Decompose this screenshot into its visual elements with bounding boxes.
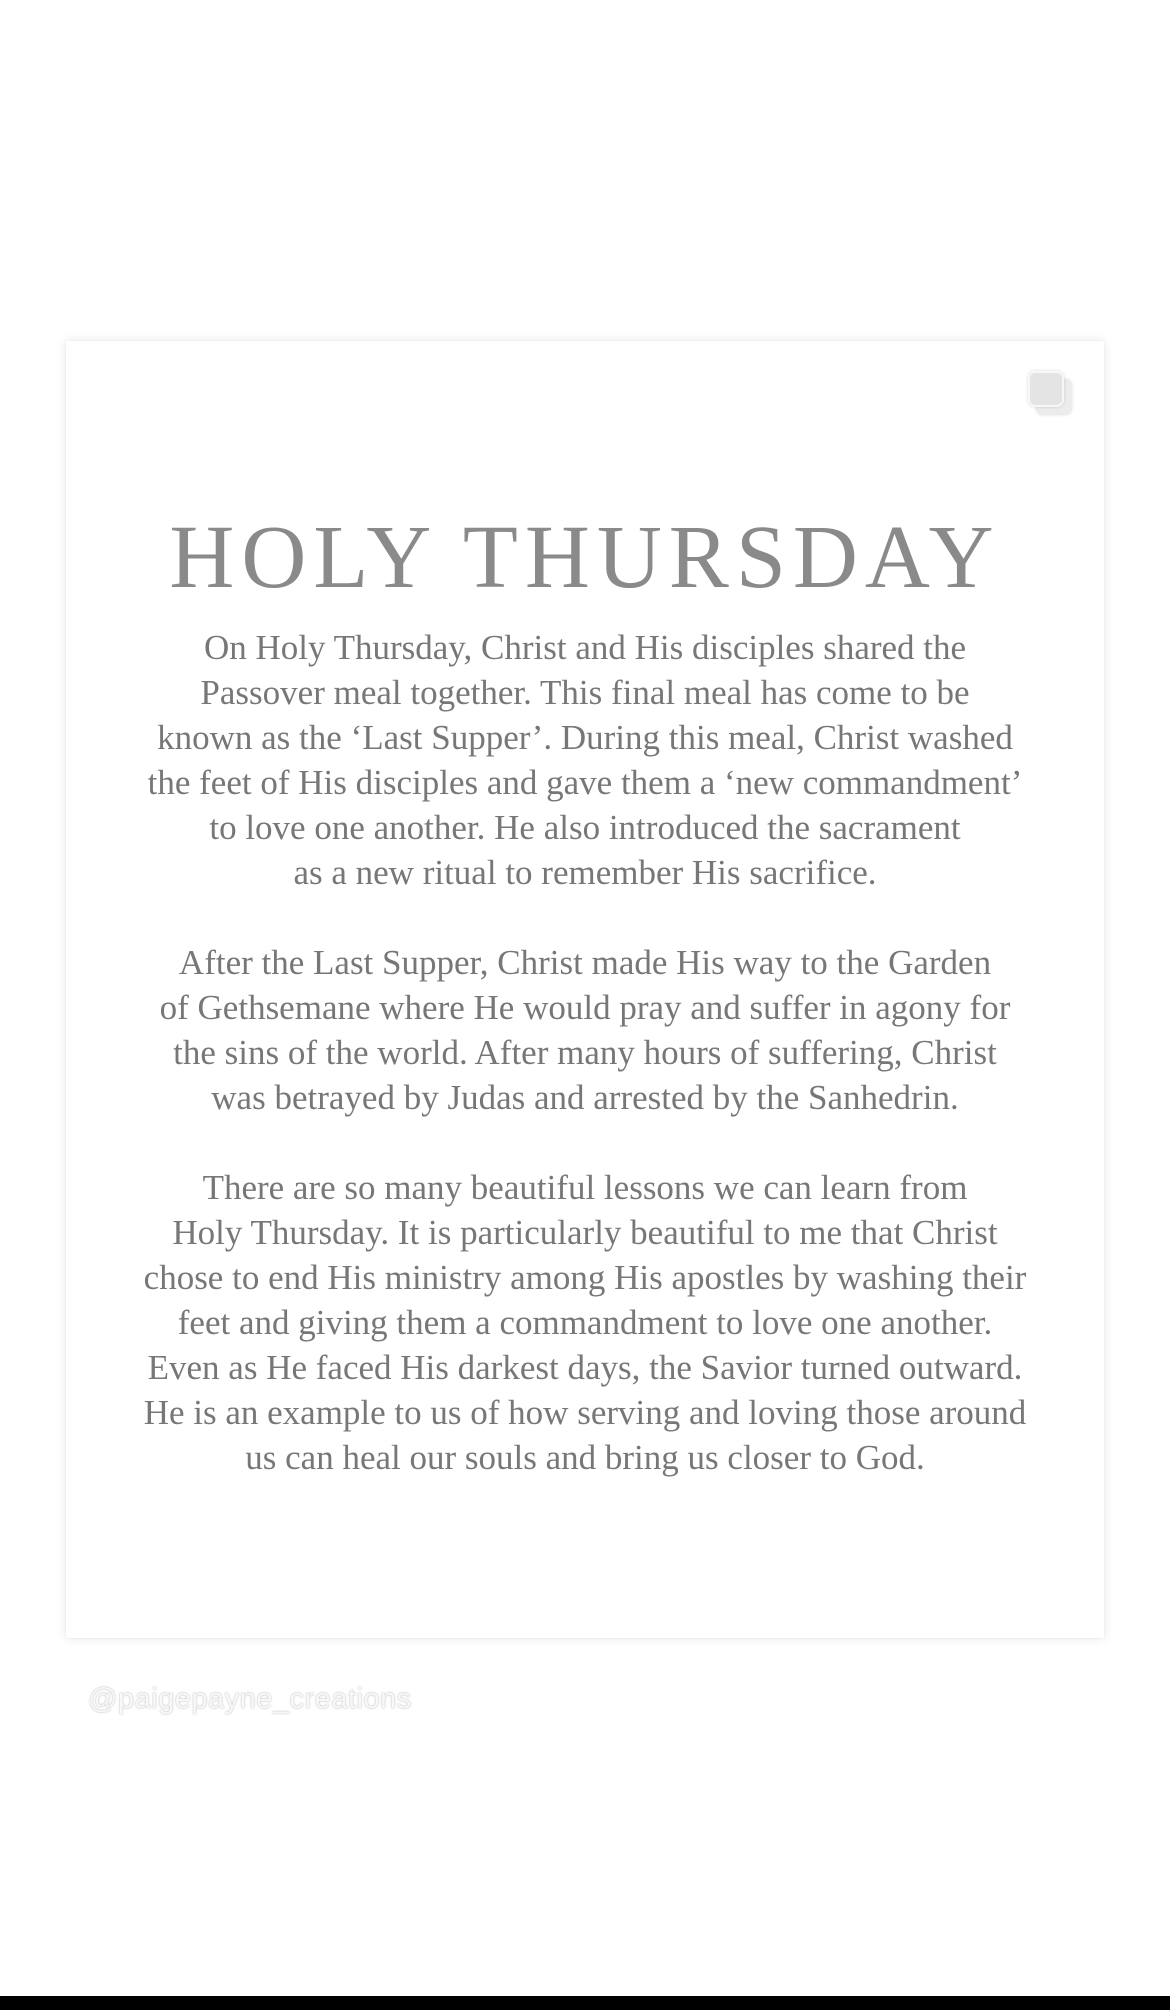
text-line: us can heal our souls and bring us closer to God. (245, 1438, 925, 1477)
multiple-images-icon[interactable] (1028, 371, 1074, 417)
paragraph-1 (96, 625, 1074, 895)
text-line: known as the ‘Last Supper’. During this meal, Christ washed (157, 718, 1013, 757)
text-line: He is an example to us of how serving and loving those around (143, 1393, 1027, 1432)
post-card[interactable] (66, 341, 1104, 1638)
post-title: HOLY THURSDAY (169, 508, 1001, 607)
text-line: Passover meal together. This final meal has come to be (200, 673, 970, 712)
text-line: On Holy Thursday, Christ and His disciples shared the (203, 628, 967, 667)
text-line: feet and giving them a commandment to love one another. (177, 1303, 993, 1342)
text-line: to love one another. He also introduced the sacrament (209, 808, 961, 847)
text-line: as a new ritual to remember His sacrifice. (293, 853, 877, 892)
text-line: was betrayed by Judas and arrested by the Sanhedrin. (211, 1078, 959, 1117)
text-line: the feet of His disciples and gave them a ‘new commandment’ (147, 763, 1023, 802)
text-line: chose to end His ministry among His apostles by washing their (143, 1258, 1027, 1297)
text-line: Even as He faced His darkest days, the Savior turned outward. (147, 1348, 1023, 1387)
text-line: of Gethsemane where He would pray and suffer in agony for (159, 988, 1011, 1027)
text-line: Holy Thursday. It is particularly beautiful to me that Christ (172, 1213, 998, 1252)
post-body (96, 625, 1074, 1525)
text-line: After the Last Supper, Christ made His way to the Garden (178, 943, 992, 982)
bottom-bar (0, 1996, 1170, 2010)
paragraph-3 (96, 1165, 1074, 1480)
paragraph-2 (96, 940, 1074, 1120)
creator-watermark[interactable]: @paigepayne_creations (88, 1683, 412, 1715)
text-line: There are so many beautiful lessons we can learn from (202, 1168, 968, 1207)
text-line: the sins of the world. After many hours of suffering, Christ (173, 1033, 997, 1072)
